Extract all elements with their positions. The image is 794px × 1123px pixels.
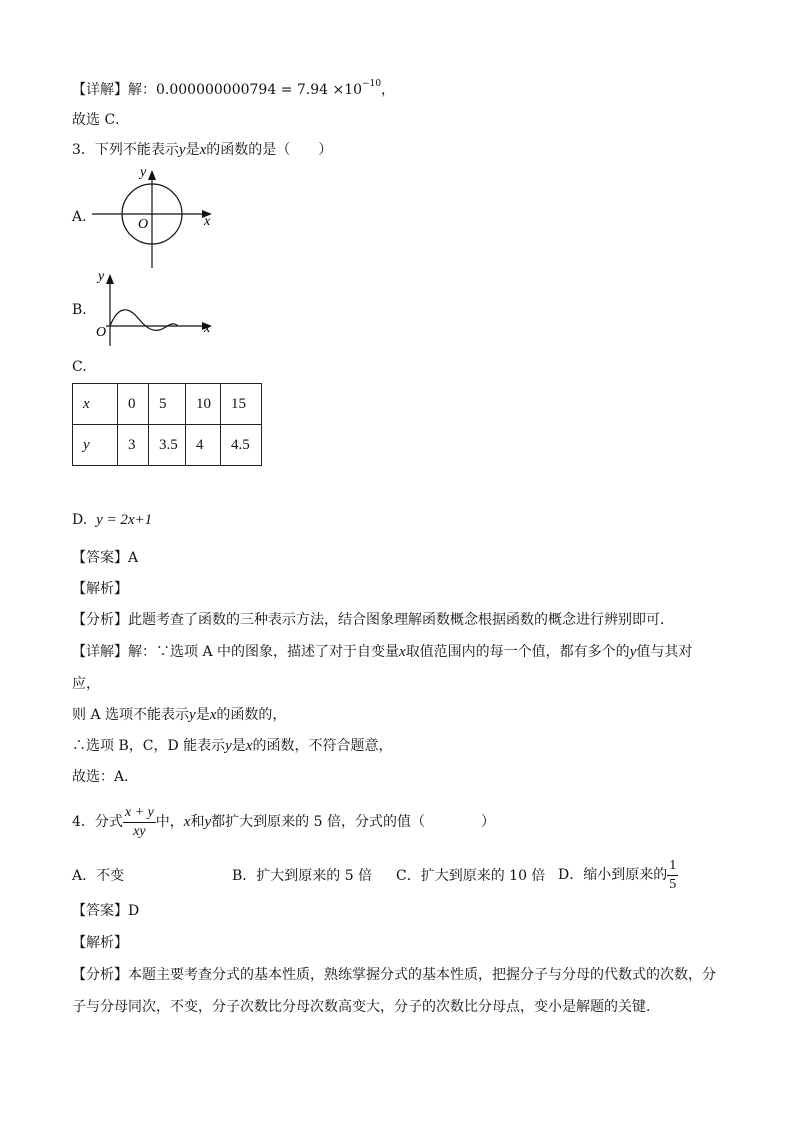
- detail-3-line2: [72, 705, 286, 725]
- q4-option-b: B．扩大到原来的 5 倍: [232, 868, 373, 884]
- var-y: y: [189, 707, 196, 723]
- text: 是: [195, 707, 210, 723]
- answer-3: 【答案】A: [72, 550, 139, 566]
- table-cell: x: [73, 384, 118, 425]
- option-text: D．缩小到原来的: [558, 867, 668, 883]
- table-cell: 15: [221, 384, 262, 425]
- stem-text: 都扩大到原来的 5 倍，分式的值（ ）: [211, 814, 495, 830]
- origin-label: O: [96, 325, 107, 340]
- circle-graph: [88, 160, 218, 272]
- axis-x-label: x: [204, 214, 211, 229]
- question-3-stem: [72, 140, 332, 160]
- var-y: y: [204, 814, 212, 830]
- text: 则 A 选项不能表示: [72, 707, 190, 723]
- comma: ，: [381, 82, 396, 98]
- stem-text: 中，: [155, 814, 184, 830]
- question-4-stem: [72, 803, 495, 841]
- option-d-expr: y = 2x+1: [96, 512, 153, 528]
- answer-4: 【答案】D: [72, 903, 140, 919]
- denominator: 5: [669, 876, 677, 892]
- sci-notation-expr: 0.000000000794 = 7.94 ×10: [156, 82, 363, 98]
- analysis-heading-4: 【解析】: [72, 935, 128, 951]
- text: 的函数，不符合题意，: [252, 738, 393, 754]
- detail-prefix: 【详解】解：: [72, 82, 156, 98]
- var-x: x: [399, 644, 406, 660]
- analysis-heading-3: 【解析】: [72, 581, 128, 597]
- var-y: y: [629, 644, 637, 660]
- origin-label: O: [138, 217, 149, 232]
- stem-text: 和: [190, 814, 205, 830]
- fraction: [123, 804, 156, 841]
- detail-3-line4: 故选：A．: [72, 769, 139, 785]
- option-b-label: B.: [72, 302, 87, 318]
- value-table: [72, 383, 262, 466]
- text: 值与其对: [636, 644, 693, 660]
- fraction: [667, 857, 678, 894]
- text: 【详解】解：∵选项 A 中的图象，描述了对于自变量: [72, 644, 400, 660]
- option-a-label: A.: [72, 209, 87, 225]
- q4-option-a: A．不变: [72, 868, 125, 884]
- analysis-4-line2: 子与分母同次，不变，分子次数比分母次数高变大，分子的次数比分母点，变小是解题的关键．: [72, 999, 660, 1015]
- option-d-label: D.: [72, 512, 88, 528]
- table-cell: 4.5: [221, 425, 262, 466]
- stem-text: 3．下列不能表示: [72, 142, 179, 158]
- var-x: x: [209, 707, 217, 723]
- var-x: x: [183, 814, 191, 830]
- text: ∴选项 B，C，D 能表示: [72, 738, 226, 754]
- stem-text: 的函数的是（ ）: [206, 142, 333, 158]
- analysis-3: 【分析】此题考查了函数的三种表示方法，结合图象理解函数概念根据函数的概念进行辨别即可．: [72, 612, 674, 628]
- text: 的函数的，: [216, 707, 287, 723]
- table-cell: 0: [118, 384, 149, 425]
- detail-line: [72, 74, 395, 100]
- table-cell: 10: [186, 384, 221, 425]
- table-cell: 4: [186, 425, 221, 466]
- detail-3-line1: [72, 642, 692, 662]
- axis-y-label: y: [140, 165, 147, 180]
- stem-text: 4．分式: [72, 814, 123, 830]
- var-y: y: [225, 738, 232, 754]
- axis-x-label: x: [204, 321, 211, 336]
- detail-3-cont: 应，: [72, 676, 100, 692]
- table-cell: y: [73, 425, 118, 466]
- var-y: y: [178, 142, 186, 158]
- wave-graph: [90, 266, 220, 348]
- q4-option-d: [558, 856, 678, 894]
- table-cell: 3: [118, 425, 149, 466]
- exponent: −10: [362, 79, 382, 89]
- detail-3-line3: [72, 736, 392, 756]
- q4-option-c: C．扩大到原来的 10 倍: [396, 868, 546, 884]
- numerator: 1: [667, 857, 678, 876]
- table-cell: 5: [149, 384, 186, 425]
- option-d: [72, 510, 152, 530]
- choice-line: 故选 C．: [72, 112, 130, 128]
- stem-text: 是: [185, 142, 200, 158]
- option-c-label: C.: [72, 359, 87, 375]
- text: 取值范围内的每一个值，都有多个的: [405, 644, 630, 660]
- var-x: x: [245, 738, 253, 754]
- var-x: x: [199, 142, 207, 158]
- analysis-4-line1: 【分析】本题主要考查分式的基本性质，熟练掌握分式的基本性质，把握分子与分母的代数式的次数，分: [72, 967, 716, 983]
- table-row: [73, 425, 262, 466]
- table-row: [73, 384, 262, 425]
- numerator: x + y: [123, 804, 156, 823]
- axis-y-label: y: [98, 269, 105, 284]
- text: 是: [231, 738, 246, 754]
- table-cell: 3.5: [149, 425, 186, 466]
- denominator: xy: [133, 823, 146, 839]
